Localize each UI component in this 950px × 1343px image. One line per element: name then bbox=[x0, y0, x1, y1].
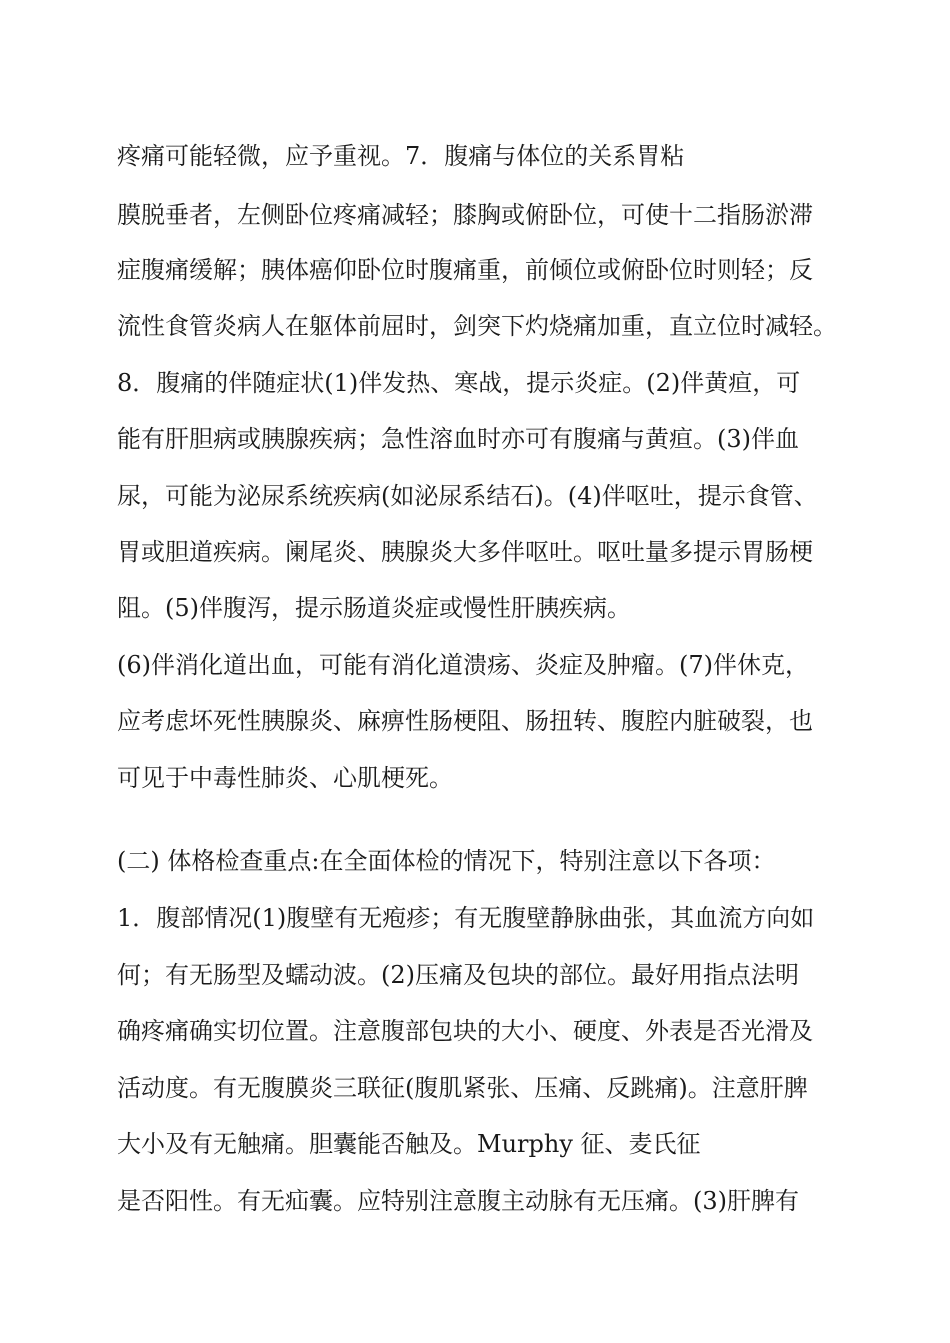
text-line: 能有肝胆病或胰腺疾病；急性溶血时亦可有腹痛与黄疸。(3)伴血 bbox=[117, 425, 799, 453]
text-line: 流性食管炎病人在躯体前屈时，剑突下灼烧痛加重，直立位时减轻。 bbox=[117, 312, 837, 340]
text-line: 8．腹痛的伴随症状(1)伴发热、寒战，提示炎症。(2)伴黄疸，可 bbox=[117, 369, 801, 397]
text-line: 活动度。有无腹膜炎三联征(腹肌紧张、压痛、反跳痛)。注意肝脾 bbox=[117, 1074, 808, 1102]
text-line: (6)伴消化道出血，可能有消化道溃疡、炎症及肿瘤。(7)伴休克， bbox=[117, 651, 809, 679]
section-heading: (二) 体格检查重点:在全面体检的情况下，特别注意以下各项： bbox=[117, 847, 776, 875]
text-line: 可见于中毒性肺炎、心肌梗死。 bbox=[117, 764, 453, 792]
text-line: 应考虑坏死性胰腺炎、麻痹性肠梗阻、肠扭转、腹腔内脏破裂，也 bbox=[117, 707, 813, 735]
text-line: 确疼痛确实切位置。注意腹部包块的大小、硬度、外表是否光滑及 bbox=[117, 1017, 813, 1045]
text-line: 疼痛可能轻微，应予重视。7．腹痛与体位的关系胃粘 bbox=[117, 142, 685, 170]
text-line: 胃或胆道疾病。阑尾炎、胰腺炎大多伴呕吐。呕吐量多提示胃肠梗 bbox=[117, 538, 813, 566]
text-line: 何；有无肠型及蠕动波。(2)压痛及包块的部位。最好用指点法明 bbox=[117, 961, 799, 989]
text-line: 阻。(5)伴腹泻，提示肠道炎症或慢性肝胰疾病。 bbox=[117, 594, 631, 622]
text-line: 是否阳性。有无疝囊。应特别注意腹主动脉有无压痛。(3)肝脾有 bbox=[117, 1187, 799, 1215]
text-line: 1．腹部情况(1)腹壁有无疱疹；有无腹壁静脉曲张，其血流方向如 bbox=[117, 904, 815, 932]
text-line: 尿，可能为泌尿系统疾病(如泌尿系结石)。(4)伴呕吐，提示食管、 bbox=[117, 482, 818, 510]
text-line: 大小及有无触痛。胆囊能否触及。Murphy 征、麦氏征 bbox=[117, 1130, 701, 1158]
text-line: 症腹痛缓解；胰体癌仰卧位时腹痛重，前倾位或俯卧位时则轻；反 bbox=[117, 256, 813, 284]
text-line: 膜脱垂者，左侧卧位疼痛减轻；膝胸或俯卧位，可使十二指肠淤滞 bbox=[117, 201, 813, 229]
